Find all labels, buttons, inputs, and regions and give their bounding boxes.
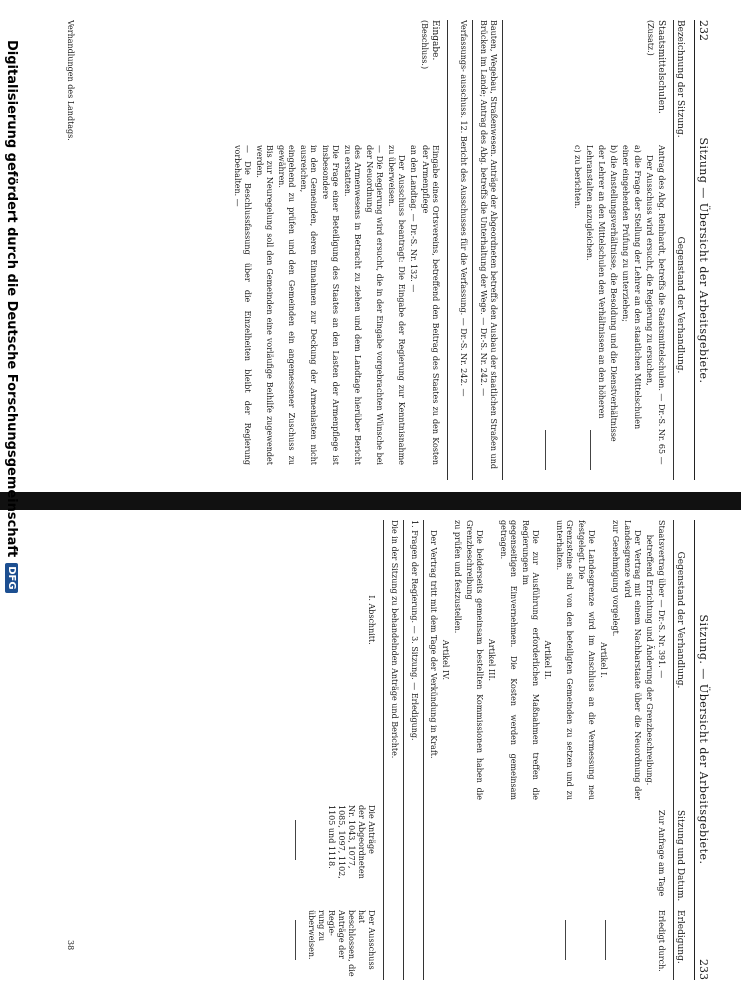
right-entry1-line: Der Vertrag tritt mit dem Tage der Verkündung in Kraft. — [429, 530, 438, 759]
right-col2-header: Sitzung und Datum. — [675, 810, 685, 902]
entry4-line: in den Gemeinden, deren Einnahmen zur Deckung der Armenlasten nicht ausreichen, — [299, 145, 318, 465]
right-entry1-line: Der Vertrag mit einem Nachbarstaate über die Neuordnung der Landesgrenze wird — [623, 520, 642, 800]
article-heading: Artikel III. — [487, 638, 496, 682]
right-running-head — [694, 520, 716, 980]
left-rule — [472, 20, 473, 480]
entry4-line: des Armenwesens in Betracht zu ziehen und dem Landtage hierüber Bericht zu erstatten. — [343, 145, 362, 465]
note-line: Nr. 1043, 1077, — [347, 805, 356, 869]
entry4-line: an den Landtag. — Dr.-S. Nr. 132. — — [409, 145, 418, 293]
left-entry-4 — [210, 20, 440, 480]
dash-rule — [590, 430, 591, 470]
note-line: 1085, 1097, 1102, — [337, 805, 346, 879]
left-rule — [502, 20, 503, 480]
right-entry1-line: Die beiderseits gemeinsam bestellten Kommissionen haben die Grenzbeschreibung — [465, 520, 484, 800]
right-entry-2: 1. Fragen der Regierung. — 3. Sitzung. — Erledigung. — [410, 520, 419, 741]
left-entry-2 — [478, 20, 498, 480]
entry1-line: der Lehrer an den Mittelschulen den Verhältnissen an den höheren — [597, 145, 606, 419]
entry1-line: Antrag des Abg. Reinhardt, betreffs die Staatsmittelschulen. — Dr.-S. Nr. 65 — — [657, 145, 666, 465]
entry3-sublabel: ausschuss. — [459, 74, 468, 118]
article-heading: Artikel II. — [543, 640, 552, 680]
entry4-label: Eingabe. — [430, 20, 440, 61]
dash-rule — [545, 430, 546, 470]
entry3-text: 12. Bericht des Ausschusses für die Verfassung. — Dr.-S. Nr. 242. — — [459, 120, 468, 397]
right-entry1-title: Staatsvertrag über — Dr.-S. Nr. 391. — — [657, 520, 666, 679]
right-col1-header: Gegenstand der Verhandlung. — [675, 551, 685, 689]
entry4-line: — Die Beschlussfassung über die Einzelheiten bleibt der Regierung vorbehalten. — — [233, 145, 252, 465]
right-rule — [423, 520, 424, 980]
result-line: Der Ausschuss hat — [357, 910, 376, 970]
left-footnote: Verhandlungen des Landtags. — [66, 20, 75, 141]
right-entry-3-result — [306, 910, 376, 980]
dfg-notice-text: Digitalisierung gefördert durch die Deutsche Forschungsgemeinschaft — [4, 40, 19, 558]
left-col1-header: Bezeichnung der Sitzung. — [675, 20, 685, 138]
entry4-line: Eingabe eines Ortsvereins, betreffend den Beitrag des Staates zu den Kosten der Armenpflege — [421, 145, 440, 465]
article-heading: Artikel IV. — [441, 639, 450, 681]
digitization-notice — [4, 40, 19, 593]
right-col3-header: Erledigung. — [675, 910, 685, 964]
right-entry1-sub: betreffend Errichtung und Änderung der Grenzbeschreibung. — [645, 534, 654, 786]
left-page-number: 232 — [697, 20, 710, 41]
result-line: Anträge der Regie- — [327, 910, 346, 959]
dash-rule — [605, 920, 606, 960]
right-page-number: 233 — [697, 958, 710, 980]
entry4-line: eingehend zu prüfen und den Gemeinden ein angemessener Zuschuss zu gewähren. — [277, 145, 296, 465]
entry2-label: Bauten, Wegebau, Straßenwesen. — [489, 20, 498, 157]
right-page — [26, 520, 716, 980]
dfg-logo: DFG — [5, 563, 18, 592]
entry3-label: Verfassungs- — [459, 20, 468, 72]
entry1-sublabel: (Zusatz.) — [646, 20, 655, 56]
entry4-line: Die Frage einer Beteiligung des Staates an den Lasten der Armenpflege ist insbesondere — [321, 145, 340, 465]
right-entry-1 — [426, 520, 666, 800]
dash-rule — [565, 920, 566, 960]
result-line: rung zu überweisen. — [307, 910, 326, 960]
left-running-head — [694, 20, 716, 480]
result-line: beschlossen, die — [347, 910, 356, 977]
left-col2-header: Gegenstand der Verhandlung. — [675, 236, 685, 374]
entry2-text: Anträge der Abgeordneten betreffs den Ausbau der staatlichen Straßen und Brücken im Lande; Antrag des Abg. betreffs die Unterhaltung der Wege. — Dr.-S. Nr. 242. — — [479, 20, 498, 469]
right-entry-3-title: Die in der Sitzung zu behandelnden Anträge und Berichte. — [390, 520, 399, 759]
entry1-label: Staatsmittelschulen. — [656, 20, 666, 114]
entry1-line: b) die Anstellungsverhältnisse, die Besoldung und die Dienstverhältnisse — [609, 145, 618, 442]
entry1-line: Lehranstalten anzugleichen. — [585, 145, 594, 261]
left-page — [26, 20, 716, 480]
right-running-title: Sitzung. — Übersicht der Arbeitsgebiete. — [697, 614, 710, 865]
right-column-headers — [673, 520, 690, 980]
left-entry-1 — [476, 20, 666, 480]
entry4-line: Bis zur Neuregelung soll den Gemeinden eine vorläufige Beihilfe zugewendet werden. — [255, 145, 274, 465]
binding-gutter — [0, 492, 741, 510]
entry4-body — [230, 145, 440, 465]
dash-rule — [295, 820, 296, 860]
right-rule — [383, 520, 384, 980]
entry1-line: a) die Frage der Stellung der Lehrer an den staatlichen Mittelschulen — [633, 145, 642, 430]
entry1-line: einer eingehenden Prüfung zu unterziehen; — [621, 145, 630, 322]
article-heading: Artikel I. — [599, 642, 608, 678]
right-entry1-line: zu prüfen und festzustellen. — [453, 520, 462, 634]
right-entry1-line: zur Genehmigung vorgelegt. — [611, 520, 620, 637]
left-column-headers — [673, 20, 690, 480]
right-entry1-line: Die Landesgrenze wird im Anschluss an die Vermessung neu festgelegt. Die — [577, 520, 596, 800]
note-line: 1105 und 1118. — [327, 805, 336, 869]
entry1-line: c) zu berichten. — [573, 145, 582, 209]
entry4-line: — Die Regierung wird ersucht, die in der Eingabe vorgebrachten Wünsche bei der Neuordnung — [365, 145, 384, 465]
entry1-line: Der Ausschuss wird ersucht, die Regierung zu ersuchen, — [645, 155, 654, 386]
dash-rule — [295, 920, 296, 960]
right-rule — [403, 520, 404, 980]
right-marker: 38 — [66, 940, 75, 951]
entry4-line: Der Ausschuss beantragt: Die Eingabe der Regierung zur Kenntnisnahme zu überweisen. — [387, 145, 406, 465]
left-entry-3 — [458, 20, 468, 480]
left-running-title: Sitzung — Übersicht der Arbeitsgebiete. — [697, 137, 710, 384]
entry1-body — [570, 145, 666, 465]
right-entry1-line: gegenseitigen Einvernehmen. Die Kosten werden gemeinsam getragen. — [499, 520, 518, 800]
right-entry1-line: Die zur Ausführung erforderlichen Maßnahmen treffen die Regierungen im — [521, 520, 540, 800]
left-rule — [447, 20, 448, 480]
entry4-sublabel: (Beschluss.) — [420, 20, 429, 70]
right-entry1-result: Erledigt durch. — [657, 910, 666, 972]
note-line: der Abgeordneten — [357, 805, 366, 879]
note-line: Die Anträge — [367, 805, 376, 854]
right-entry1-sitting: Zur Anfrage am Tage — [657, 810, 666, 897]
right-entry-3-notes — [326, 805, 376, 900]
right-entry-3-section: I. Abschnitt. — [367, 595, 376, 645]
right-entry1-line: Grenzsteine sind von den beteiligten Gemeinden zu setzen und zu unterhalten. — [555, 520, 574, 800]
